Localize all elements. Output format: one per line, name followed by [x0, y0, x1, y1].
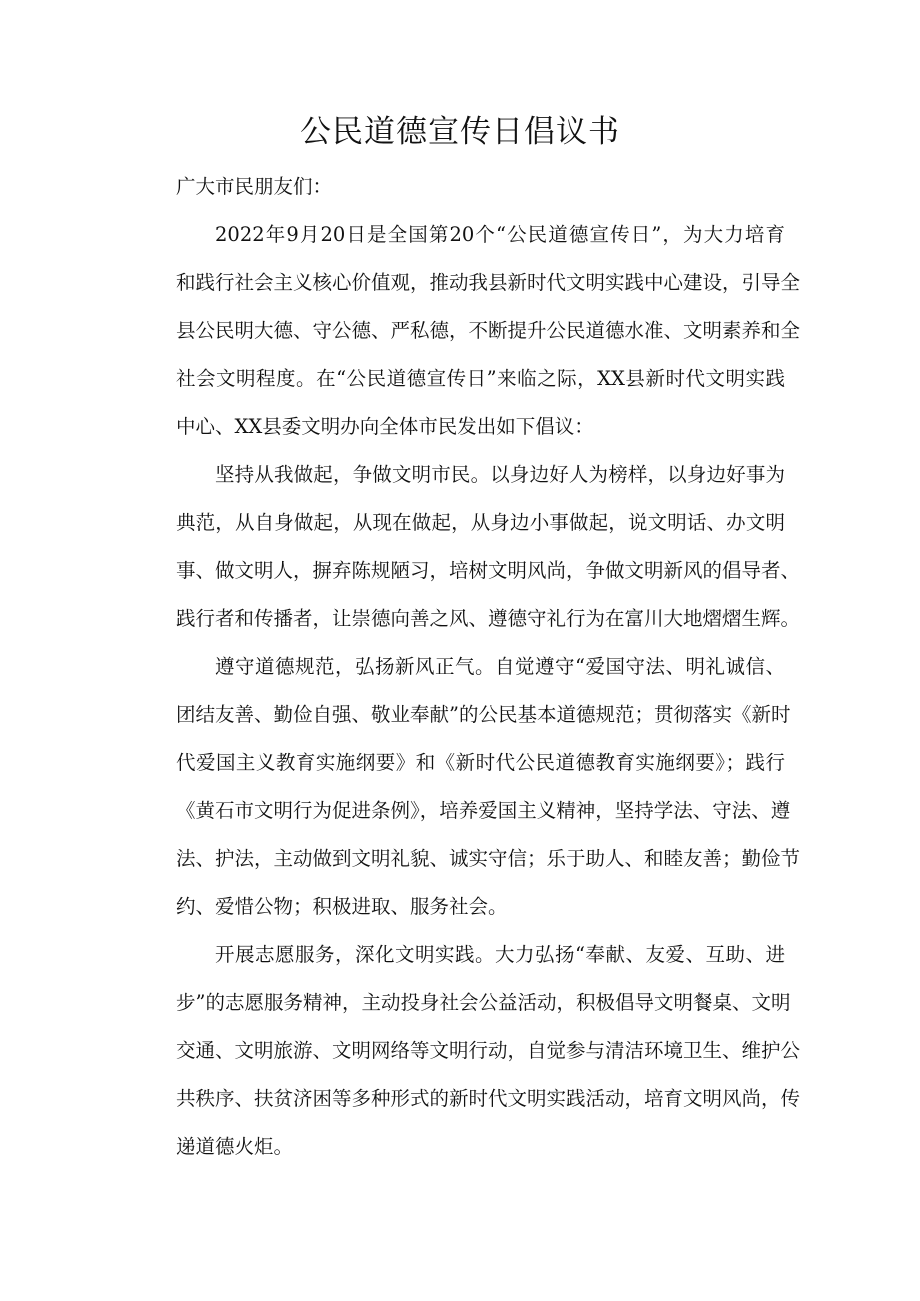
paragraph-line: 《黄石市文明行为促进条例》，培养爱国主义精神，坚持学法、守法、遵: [176, 799, 791, 822]
paragraph-1: [137, 211, 801, 451]
document-body: [137, 163, 801, 1171]
paragraph-line: 法、护法，主动做到文明礼貌、诚实守信；乐于助人、和睦友善；勤俭节: [176, 847, 801, 870]
paragraph-line: 中心、XX县委文明办向全体市民发出如下倡议：: [176, 415, 594, 438]
paragraph-line: 坚持从我做起，争做文明市民。以身边好人为榜样，以身边好事为: [215, 463, 785, 486]
paragraph-line: 步”的志愿服务精神，主动投身社会公益活动，积极倡导文明餐桌、文明: [176, 991, 791, 1014]
paragraph-2: [137, 451, 801, 643]
paragraph-line: 典范，从自身做起，从现在做起，从身边小事做起，说文明话、办文明: [176, 511, 785, 534]
greeting-line: 广大市民朋友们：: [176, 175, 333, 198]
paragraph-line: 开展志愿服务，深化文明实践。大力弘扬“奉献、友爱、互助、进: [215, 943, 785, 966]
paragraph-line: 代爱国主义教育实施纲要》和《新时代公民道德教育实施纲要》；践行: [176, 751, 785, 774]
paragraph-4: [137, 931, 801, 1171]
paragraph-line: 遵守道德规范，弘扬新风正气。自觉遵守“爱国守法、明礼诚信、: [215, 655, 785, 678]
paragraph-3: [137, 643, 801, 931]
paragraph-line: 共秩序、扶贫济困等多种形式的新时代文明实践活动，培育文明风尚，传: [176, 1087, 801, 1110]
document-title: 公民道德宣传日倡议书: [300, 114, 620, 150]
paragraph-line: 县公民明大德、守公德、严私德，不断提升公民道德水准、文明素养和全: [176, 319, 801, 342]
paragraph-line: 2022年9月20日是全国第20个“公民道德宣传日”，为大力培育: [215, 223, 785, 246]
paragraph-line: 事、做文明人，摒弃陈规陋习，培树文明风尚，争做文明新风的倡导者、: [176, 559, 801, 582]
paragraph-line: 和践行社会主义核心价值观，推动我县新时代文明实践中心建设，引导全: [176, 271, 801, 294]
paragraph-line: 约、爱惜公物；积极进取、服务社会。: [176, 895, 508, 918]
paragraph-line: 践行者和传播者，让崇德向善之风、遵德守礼行为在富川大地熠熠生辉。: [176, 607, 801, 630]
paragraph-line: 递道德火炬。: [176, 1135, 294, 1158]
paragraph-line: 团结友善、勤俭自强、敬业奉献”的公民基本道德规范；贯彻落实《新时: [176, 703, 791, 726]
paragraph-line: 交通、文明旅游、文明网络等文明行动，自觉参与清洁环境卫生、维护公: [176, 1039, 801, 1062]
paragraph-line: 社会文明程度。在“公民道德宣传日”来临之际，XX县新时代文明实践: [176, 367, 785, 390]
